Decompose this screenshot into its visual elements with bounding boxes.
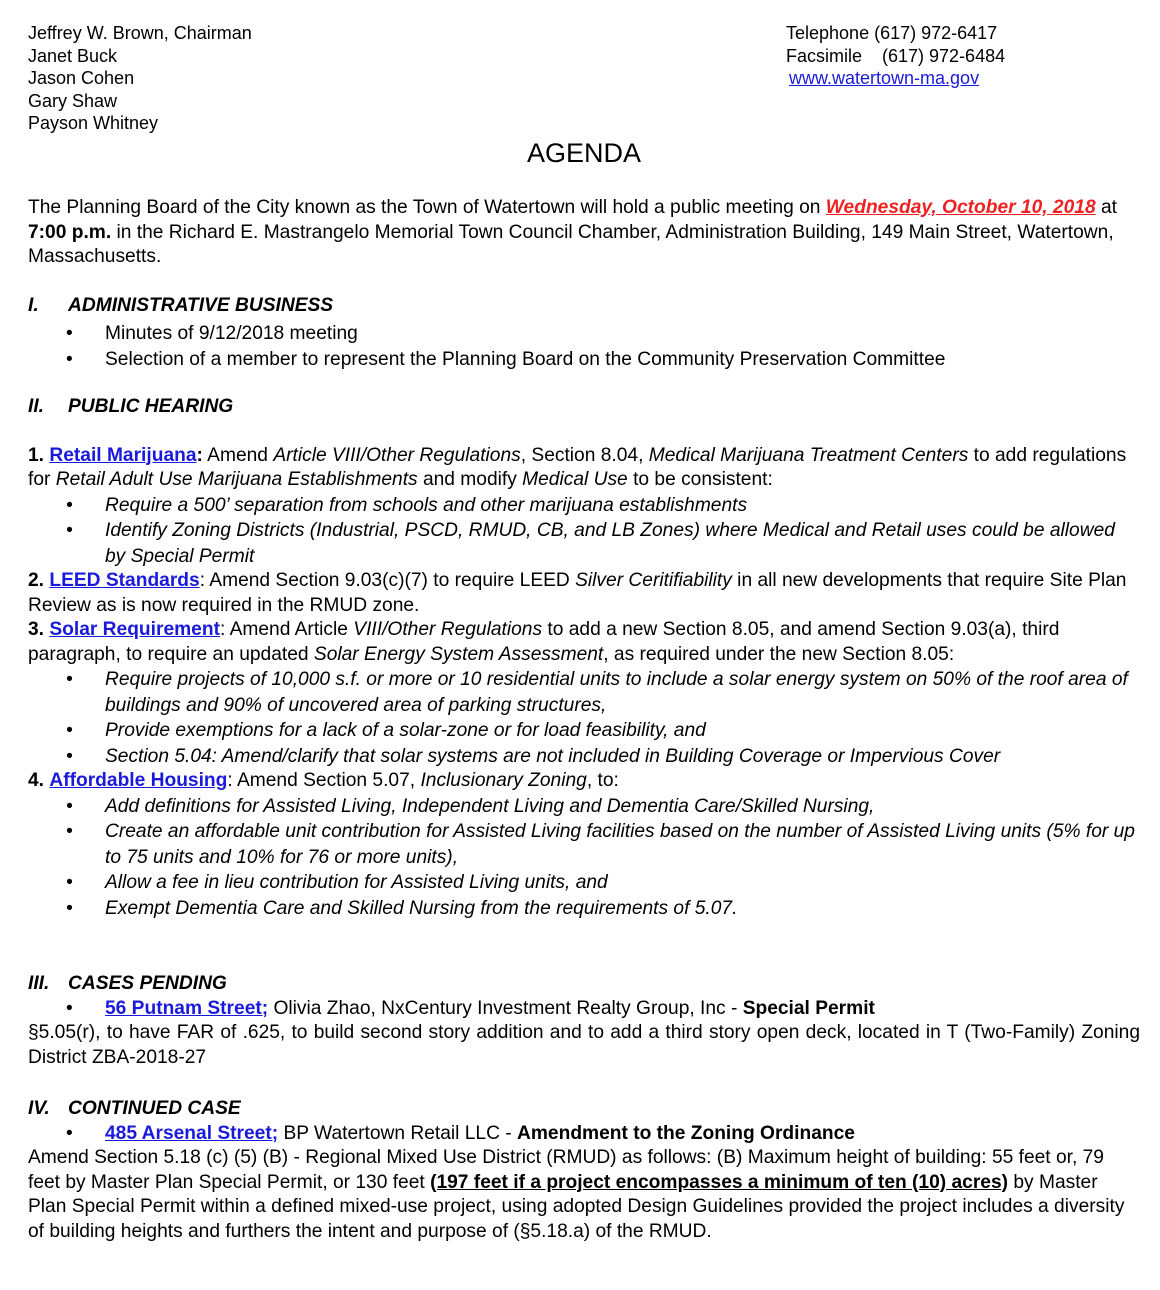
intro-paragraph [28, 196, 1140, 270]
section-heading [28, 294, 1140, 319]
list-item: • Add definitions for Assisted Living, Independent Living and Dementia Care/Skilled Nursing, [28, 794, 1140, 820]
item-1-bullets [28, 493, 1140, 570]
hearing-item-4 [28, 769, 1140, 921]
member-name: Jason Cohen [28, 68, 135, 88]
leed-standards-link[interactable]: LEED Standards [49, 570, 200, 591]
item-text: to add a new Section 8.05, and amend Section 9.03(a), third paragraph, to require an updated [28, 619, 1060, 665]
section-title: CASES PENDING [68, 973, 227, 994]
list-item: • Require projects of 10,000 s.f. or more or 10 residential units to include a solar energy system on 50% of the roof area of buildings and 90% of uncovered area of parking structures, [28, 667, 1140, 718]
item-text: Silver Ceritifiability [575, 570, 732, 591]
list-item: • Exempt Dementia Care and Skilled Nursing from the requirements of 5.07. [28, 896, 1140, 922]
item-text: , as required under the new Section 8.05: [603, 643, 955, 665]
section-number: II. [28, 396, 44, 417]
hearing-item-1: 1. Retail Marijuana: Amend Article VIII/Other Regulations, Section 8.04, Medical Marijuana Treatment Centers to add regulations for Retail Adult Use Marijuana Establishments and modify Medical Use to be consistent: • Require a 500’ separation from schools and other marijuana establishments • Identify Zoning Districts (Industrial, PSCD, RMUD, CB, and LB Zones) where Medical and Retail uses could be allowed by Special Permit [28, 444, 1140, 570]
item-text: VIII/Other Regulations [353, 619, 543, 640]
item-text: Solar Energy System Assessment [313, 643, 604, 665]
meeting-time: 7:00 p.m. [28, 221, 112, 243]
description-text: Amend Section 5.18 (c) (5) (B) - Regional Mixed Use District (RMUD) as follows: (B) Maximum height of building: 55 feet or, 79 feet by Master Plan Special Permit, or 130 feet [28, 1147, 1104, 1193]
putnam-street-link[interactable]: 56 Putnam Street; [105, 997, 269, 1019]
item-text: : Amend Section 9.03(c)(7) to require LEED [199, 570, 576, 591]
item-text: : Amend Article [219, 619, 354, 640]
member-name: Janet Buck [28, 45, 118, 66]
item-text: , to: [586, 770, 619, 791]
item-4-bullets [28, 794, 1140, 922]
section-continued-case [28, 1097, 1140, 1244]
list-item: • Selection of a member to represent the Planning Board on the Community Preservation Committee [28, 347, 1140, 373]
hearing-item-2 [28, 569, 1140, 618]
section-heading [28, 972, 1140, 997]
section-public-hearing [28, 395, 1140, 921]
solar-requirement-link[interactable]: Solar Requirement [49, 619, 220, 640]
section-number: I. [28, 295, 39, 316]
item-number: 4. [28, 770, 45, 791]
item-text: Article VIII/Other Regulations [273, 444, 521, 466]
agenda-page [28, 22, 1140, 1242]
section-heading [28, 395, 1140, 420]
member-name: Payson Whitney [28, 113, 159, 133]
meeting-date: Wednesday, October 10, 2018 [825, 197, 1096, 218]
item-number: 2. [28, 570, 45, 591]
applicant: Olivia Zhao, NxCentury Investment Realty Group, Inc - [268, 997, 743, 1019]
hearing-item-3 [28, 618, 1140, 769]
item-text: Medical Use [522, 469, 628, 490]
case-description [28, 1146, 1140, 1244]
item-text: Inclusionary Zoning [420, 770, 587, 791]
contact-info [786, 22, 1005, 90]
section-admin [28, 294, 1140, 373]
item-text: : [196, 444, 203, 466]
list-item: • Allow a fee in lieu contribution for Assisted Living units, and [28, 870, 1140, 896]
list-item: • Require a 500’ separation from schools and other marijuana establishments [28, 493, 1140, 519]
list-item [28, 997, 1140, 1022]
section-title: CONTINUED CASE [68, 1098, 241, 1119]
item-text: , Section 8.04, [520, 444, 649, 466]
list-item: • Section 5.04: Amend/clarify that solar systems are not included in Building Coverage or Impervious Cover [28, 744, 1140, 770]
list-item: • Minutes of 9/12/2018 meeting [28, 321, 1140, 347]
case-description: §5.05(r), to have FAR of .625, to build second story addition and to add a third story open deck, located in T (Two-Family) Zoning District ZBA-2018-27 [28, 1022, 1140, 1068]
list-item: • Create an affordable unit contribution for Assisted Living facilities based on the number of Assisted Living units (5% for up to 75 units and 10% for 76 or more units), [28, 819, 1140, 870]
item-text: Retail Adult Use Marijuana Establishments [55, 469, 418, 490]
section-number: IV. [28, 1098, 50, 1119]
section-title: PUBLIC HEARING [68, 396, 234, 417]
member-name: Gary Shaw [28, 90, 118, 111]
item-text: to be consistent: [627, 469, 773, 490]
member-name: Jeffrey W. Brown, Chairman [28, 23, 252, 43]
item-number: 1. [28, 444, 45, 466]
intro-text: in the Richard E. Mastrangelo Memorial Town Council Chamber, Administration Building, 149 Main Street, Watertown, Massachusetts. [28, 221, 1114, 267]
section-heading [28, 1097, 1140, 1122]
section-title: ADMINISTRATIVE BUSINESS [68, 295, 334, 316]
item-3-bullets [28, 667, 1140, 769]
telephone: Telephone (617) 972-6417 [786, 23, 998, 43]
section-cases-pending [28, 972, 1140, 1070]
board-members [28, 22, 252, 135]
facsimile: Facsimile (617) 972-6484 [786, 45, 1006, 66]
intro-text: at [1095, 197, 1117, 218]
list-item [28, 1122, 1140, 1147]
description-emphasis: (197 feet if a project encompasses a minimum of ten (10) acres) [430, 1171, 1009, 1193]
permit-type: Special Permit [742, 997, 875, 1019]
page-title: AGENDA [526, 138, 642, 168]
pending-list [28, 997, 1140, 1022]
admin-list [28, 321, 1140, 373]
list-item: • Identify Zoning Districts (Industrial, PSCD, RMUD, CB, and LB Zones) where Medical and Retail uses could be allowed by Special Permit [28, 518, 1140, 569]
applicant: BP Watertown Retail LLC - [278, 1122, 518, 1144]
item-text: : Amend Section 5.07, [227, 770, 421, 791]
description-text: by Master Plan Special Permit within a defined mixed-use project, using adopted Design Guidelines provided the project includes a diversity of building heights and furthers the intent and purpose of (§5.18.a) of the RMUD. [28, 1171, 1125, 1242]
item-text: to add regulations for [28, 444, 1127, 490]
arsenal-street-link[interactable]: 485 Arsenal Street; [105, 1122, 279, 1144]
list-item: • Provide exemptions for a lack of a solar-zone or for load feasibility, and [28, 718, 1140, 744]
item-number: 3. [28, 619, 45, 640]
retail-marijuana-link[interactable]: Retail Marijuana [49, 444, 197, 466]
item-text: and modify [417, 469, 523, 490]
item-text: Medical Marijuana Treatment Centers [648, 444, 969, 466]
continued-list [28, 1122, 1140, 1147]
affordable-housing-link[interactable]: Affordable Housing [49, 770, 228, 791]
section-number: III. [28, 973, 50, 994]
letterhead [28, 22, 1140, 168]
item-text: in all new developments that require Site Plan Review as is now required in the RMUD zone. [28, 570, 1127, 616]
website-link[interactable]: www.watertown-ma.gov [789, 68, 980, 88]
intro-text: The Planning Board of the City known as the Town of Watertown will hold a public meeting on [28, 197, 826, 218]
amendment-title: Amendment to the Zoning Ordinance [517, 1122, 855, 1144]
